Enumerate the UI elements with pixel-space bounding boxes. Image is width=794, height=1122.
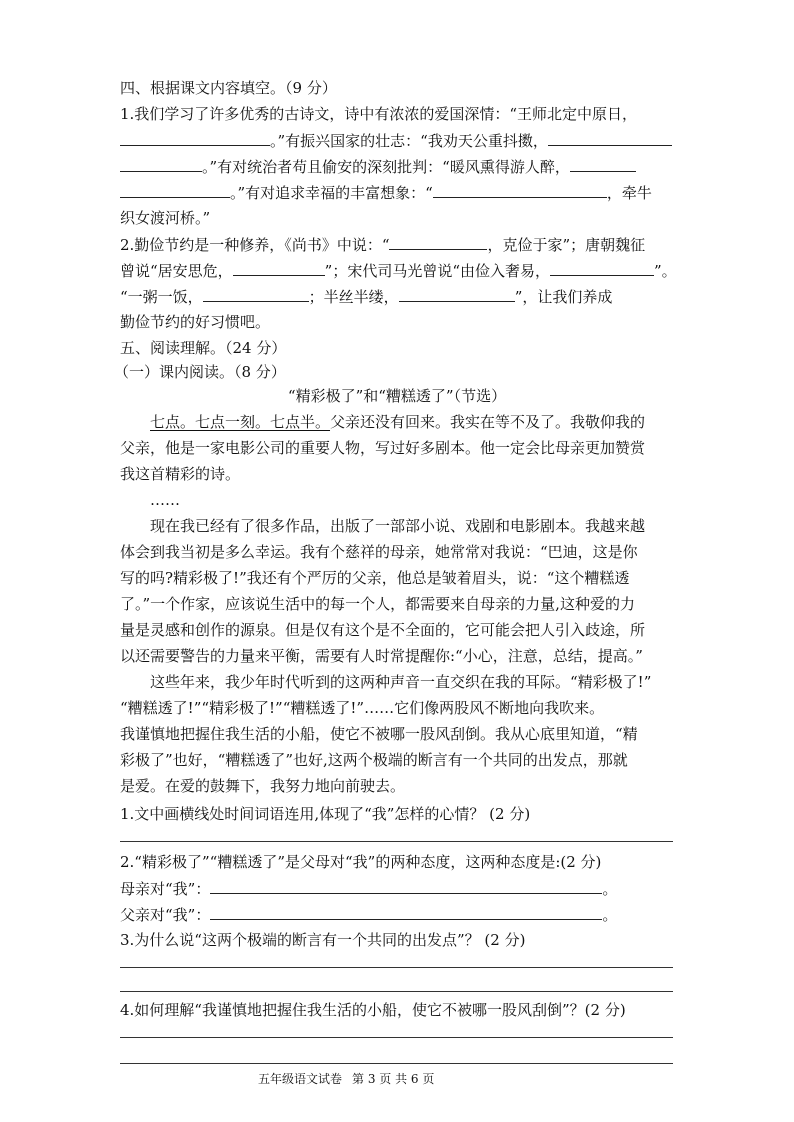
- section-5-heading: 五、阅读理解。（24 分）: [120, 339, 287, 357]
- question-2: 2.“精彩极了”“糟糕透了”是父母对“我”的两种态度，这两种态度是:(2 分): [120, 853, 602, 871]
- q4-1-text-b: 。”有振兴国家的壮志：“我劝天公重抖擞，: [270, 132, 548, 150]
- passage-p2-line-3: 写的吗?精彩极了!”我还有个严厉的父亲，他总是皱着眉头，说：“这个糟糕透: [120, 569, 630, 587]
- q4-1-line-4: [120, 181, 652, 204]
- underlined-time-words: 七点。七点一刻。七点半。: [150, 413, 331, 431]
- q4-2-line-3: [120, 285, 612, 308]
- passage-ellipsis: ……: [150, 491, 180, 509]
- passage-p2-line-2: 体会到我当初是多么幸运。我有个慈祥的母亲，她常常对我说：“巴迪，这是你: [120, 543, 638, 561]
- q4-1-line-2: [120, 129, 672, 152]
- passage-p2-line-1: 现在我已经有了很多作品，出版了一部部小说、戏剧和电影剧本。我越来越: [150, 517, 646, 535]
- q4-1-line-5: 织女渡河桥。”: [120, 209, 211, 227]
- q4-2-text-b2: ”；宋代司马光曾说“由俭入奢易，: [324, 262, 551, 280]
- passage-p1-text: 父亲还没有回来。我实在等不及了。我敬仰我的: [330, 413, 646, 431]
- q4-2-text-c1: “一粥一饭，: [120, 288, 203, 306]
- answer-line[interactable]: [120, 991, 673, 992]
- answer-blank[interactable]: [433, 181, 607, 198]
- footer-page-number: 第 3 页 共 6 页: [352, 1072, 435, 1086]
- mother-label: 母亲对“我”：: [120, 880, 211, 898]
- answer-blank[interactable]: [120, 155, 202, 172]
- answer-blank[interactable]: [570, 155, 636, 172]
- answer-blank[interactable]: [399, 285, 515, 302]
- q4-2-text-b3: ”。: [654, 262, 677, 280]
- passage-p1-line-3: 我这首精彩的诗。: [120, 465, 241, 483]
- passage-p3-line-3: 我谨慎地把握住我生活的小船，使它不被哪一股风刮倒。我从心底里知道，“精: [120, 725, 638, 743]
- subsection-1-heading: （一）课内阅读。（8 分）: [114, 363, 286, 381]
- q4-2-text-a1: 2.勤俭节约是一种修养，《尚书》中说：“: [120, 236, 390, 254]
- answer-blank[interactable]: [548, 129, 672, 146]
- q4-2-text-c2: ；半丝半缕，: [308, 288, 399, 306]
- footer-exam-title: 五年级语文试卷: [258, 1072, 343, 1086]
- passage-p1-line-1: [150, 411, 645, 433]
- answer-blank[interactable]: [389, 233, 487, 250]
- q4-2-line-2: [120, 259, 677, 282]
- q4-2-text-c3: ”，让我们养成: [514, 288, 613, 306]
- q4-1-text-c: 。”有对统治者苟且偷安的深刻批判：“暖风熏得游人醉，: [202, 158, 570, 176]
- q4-2-line-1: [120, 233, 645, 256]
- answer-blank[interactable]: [120, 181, 230, 198]
- q4-2-text-a2: ，克俭于家”；唐朝魏征: [487, 236, 646, 254]
- answer-blank[interactable]: [233, 259, 325, 276]
- passage-p2-line-6: 以还需要警告的力量来平衡，需要有人时常提醒你:“小心，注意，总结，提高。”: [120, 647, 643, 665]
- sentence-end: 。: [602, 906, 618, 924]
- answer-blank[interactable]: [210, 903, 602, 920]
- passage-title: “精彩极了”和“糟糕透了”（节选）: [287, 387, 507, 405]
- passage-p2-line-4: 了。”一个作家，应该说生活中的每一个人，都需要来自母亲的力量,这种爱的力: [120, 595, 635, 613]
- answer-blank[interactable]: [120, 129, 270, 146]
- question-2-mother: [120, 877, 617, 900]
- father-label: 父亲对“我”：: [120, 906, 211, 924]
- q4-1-line-3: [120, 155, 636, 178]
- passage-p3-line-1: 这些年来，我少年时代听到的这两种声音一直交织在我的耳际。“精彩极了!”: [150, 673, 652, 691]
- question-2-father: [120, 903, 617, 926]
- answer-line[interactable]: [120, 841, 673, 842]
- answer-line[interactable]: [120, 967, 673, 968]
- passage-p1-line-2: 父亲，他是一家电影公司的重要人物，写过好多剧本。他一定会比母亲更加赞赏: [120, 439, 646, 457]
- q4-1-text-d1: 。”有对追求幸福的丰富想象：“: [230, 184, 433, 202]
- answer-blank[interactable]: [550, 259, 654, 276]
- passage-p2-line-5: 量是灵感和创作的源泉。但是仅有这个是不全面的，它可能会把人引入歧途，所: [120, 621, 646, 639]
- answer-line[interactable]: [120, 1037, 673, 1038]
- sentence-end: 。: [602, 880, 618, 898]
- question-4: 4.如何理解“我谨慎地把握住我生活的小船，使它不被哪一股风刮倒”？(2 分): [120, 1001, 626, 1019]
- passage-p3-line-2: “糟糕透了!”“精彩极了!”“糟糕透了!”……它们像两股风不断地向我吹来。: [120, 699, 605, 717]
- answer-line[interactable]: [120, 1063, 673, 1064]
- question-3: 3.为什么说“这两个极端的断言有一个共同的出发点”？ (2 分): [120, 931, 526, 949]
- q4-1-line-1: 1.我们学习了许多优秀的古诗文，诗中有浓浓的爱国深情：“王师北定中原日，: [120, 105, 637, 123]
- answer-blank[interactable]: [203, 285, 309, 302]
- q4-1-text-d2: ，牵牛: [606, 184, 652, 202]
- section-4-heading: 四、根据课文内容填空。（9 分）: [120, 79, 337, 97]
- passage-p3-line-5: 是爱。在爱的鼓舞下，我努力地向前驶去。: [120, 777, 406, 795]
- q4-2-line-4: 勤俭节约的好习惯吧。: [120, 313, 271, 331]
- passage-p3-line-4: 彩极了”也好，“糟糕透了”也好,这两个极端的断言有一个共同的出发点，那就: [120, 751, 628, 769]
- answer-blank[interactable]: [210, 877, 602, 894]
- q4-2-text-b1: 曾说“居安思危，: [120, 262, 233, 280]
- question-1: 1.文中画横线处时间词语连用,体现了“我”怎样的心情？ (2 分): [120, 805, 531, 823]
